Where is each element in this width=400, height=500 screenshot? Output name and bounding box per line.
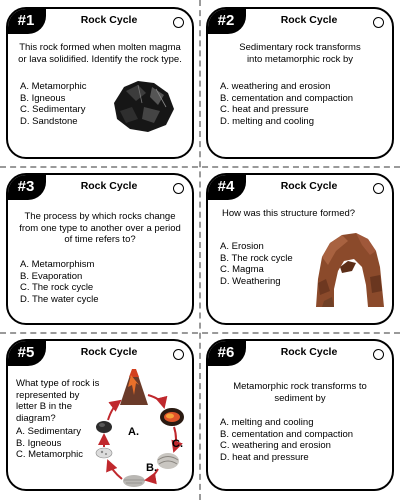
card-number: #3 bbox=[6, 173, 46, 200]
answer-options bbox=[220, 417, 353, 463]
cycle-arrow bbox=[108, 401, 120, 420]
answer-option: D. Sandstone bbox=[20, 115, 78, 127]
task-card-cell bbox=[200, 166, 400, 332]
task-card-1 bbox=[6, 7, 194, 159]
card-title: Rock Cycle bbox=[80, 180, 138, 192]
task-card-5 bbox=[6, 339, 194, 491]
answer-option: C. Sedimentary bbox=[20, 104, 86, 115]
answer-option: D. melting and cooling bbox=[220, 115, 314, 127]
card-number: #4 bbox=[206, 173, 246, 200]
answer-option: A. Sedimentary bbox=[16, 426, 81, 437]
answer-option: B. Igneous bbox=[16, 437, 62, 449]
punch-hole-icon bbox=[373, 349, 384, 360]
answer-option: B. cementation and compaction bbox=[220, 428, 354, 440]
card-title: Rock Cycle bbox=[80, 14, 138, 26]
task-card-cell bbox=[0, 332, 200, 498]
diagram-label-b: B. bbox=[146, 462, 157, 474]
magma-rock-icon bbox=[160, 408, 184, 426]
answer-options bbox=[220, 81, 353, 127]
punch-hole-icon bbox=[373, 17, 384, 28]
task-card-cell bbox=[200, 332, 400, 498]
rock-cycle-diagram bbox=[92, 365, 192, 489]
answer-option: A. weathering and erosion bbox=[220, 81, 331, 92]
cycle-arrow bbox=[108, 461, 122, 479]
task-card-3 bbox=[6, 173, 194, 325]
answer-option: C. weathering and erosion bbox=[220, 440, 331, 451]
answer-options bbox=[16, 426, 83, 461]
answer-option: A. Erosion bbox=[220, 241, 264, 252]
card-number: #2 bbox=[206, 7, 246, 34]
card-number: #6 bbox=[206, 339, 246, 366]
task-card-cell bbox=[0, 0, 200, 166]
punch-hole-icon bbox=[373, 183, 384, 194]
question-text: This rock formed when molten magma or lava solidified. Identify the rock type. bbox=[18, 42, 182, 65]
card-title: Rock Cycle bbox=[80, 346, 138, 358]
answer-option: A. Metamorphism bbox=[20, 259, 95, 270]
punch-hole-icon bbox=[173, 349, 184, 360]
rock-arch-image bbox=[312, 227, 388, 309]
task-card-4 bbox=[206, 173, 394, 325]
task-card-2 bbox=[206, 7, 394, 159]
task-card-6 bbox=[206, 339, 394, 491]
answer-option: C. heat and pressure bbox=[220, 104, 309, 115]
dark-rock-icon bbox=[96, 421, 112, 433]
question-text: The process by which rocks change from one type to another over a period of time refers to? bbox=[19, 211, 181, 245]
task-card-cell bbox=[0, 166, 200, 332]
metamorphic-rock-icon bbox=[157, 453, 179, 469]
diagram-label-a: A. bbox=[128, 426, 139, 438]
answer-options bbox=[220, 241, 293, 287]
question-text: Sedimentary rock transforms into metamorphic rock by bbox=[239, 42, 361, 65]
question-text: What type of rock is represented by letter B in the diagram? bbox=[16, 378, 100, 424]
cycle-arrow bbox=[148, 395, 164, 407]
obsidian-rock-image bbox=[108, 77, 178, 135]
card-title: Rock Cycle bbox=[280, 14, 338, 26]
question-text: How was this structure formed? bbox=[222, 208, 356, 219]
answer-option: B. Evaporation bbox=[20, 270, 83, 282]
answer-option: D. The water cycle bbox=[20, 293, 99, 305]
answer-options bbox=[20, 259, 99, 305]
answer-option: C. The rock cycle bbox=[20, 282, 94, 293]
answer-option: B. The rock cycle bbox=[220, 252, 293, 264]
task-card-cell bbox=[200, 0, 400, 166]
question-text: Metamorphic rock transforms to sediment by bbox=[233, 381, 367, 404]
diagram-label-c: C. bbox=[172, 438, 183, 450]
punch-hole-icon bbox=[173, 183, 184, 194]
answer-option: A. Metamorphic bbox=[20, 81, 87, 92]
answer-option: B. cementation and compaction bbox=[220, 92, 354, 104]
card-title: Rock Cycle bbox=[280, 180, 338, 192]
answer-option: C. Metamorphic bbox=[16, 449, 84, 460]
card-title: Rock Cycle bbox=[280, 346, 338, 358]
punch-hole-icon bbox=[173, 17, 184, 28]
card-number: #5 bbox=[6, 339, 46, 366]
sedimentary-rock-icon bbox=[123, 475, 145, 487]
volcano-icon bbox=[120, 369, 148, 405]
card-number: #1 bbox=[6, 7, 46, 34]
answer-option: B. Igneous bbox=[20, 92, 66, 104]
sediment-rock-icon bbox=[96, 448, 112, 458]
answer-option: D. Weathering bbox=[220, 275, 281, 287]
answer-options bbox=[20, 81, 87, 127]
answer-option: A. melting and cooling bbox=[220, 417, 314, 428]
answer-option: C. Magma bbox=[220, 264, 264, 275]
answer-option: D. heat and pressure bbox=[220, 451, 309, 463]
